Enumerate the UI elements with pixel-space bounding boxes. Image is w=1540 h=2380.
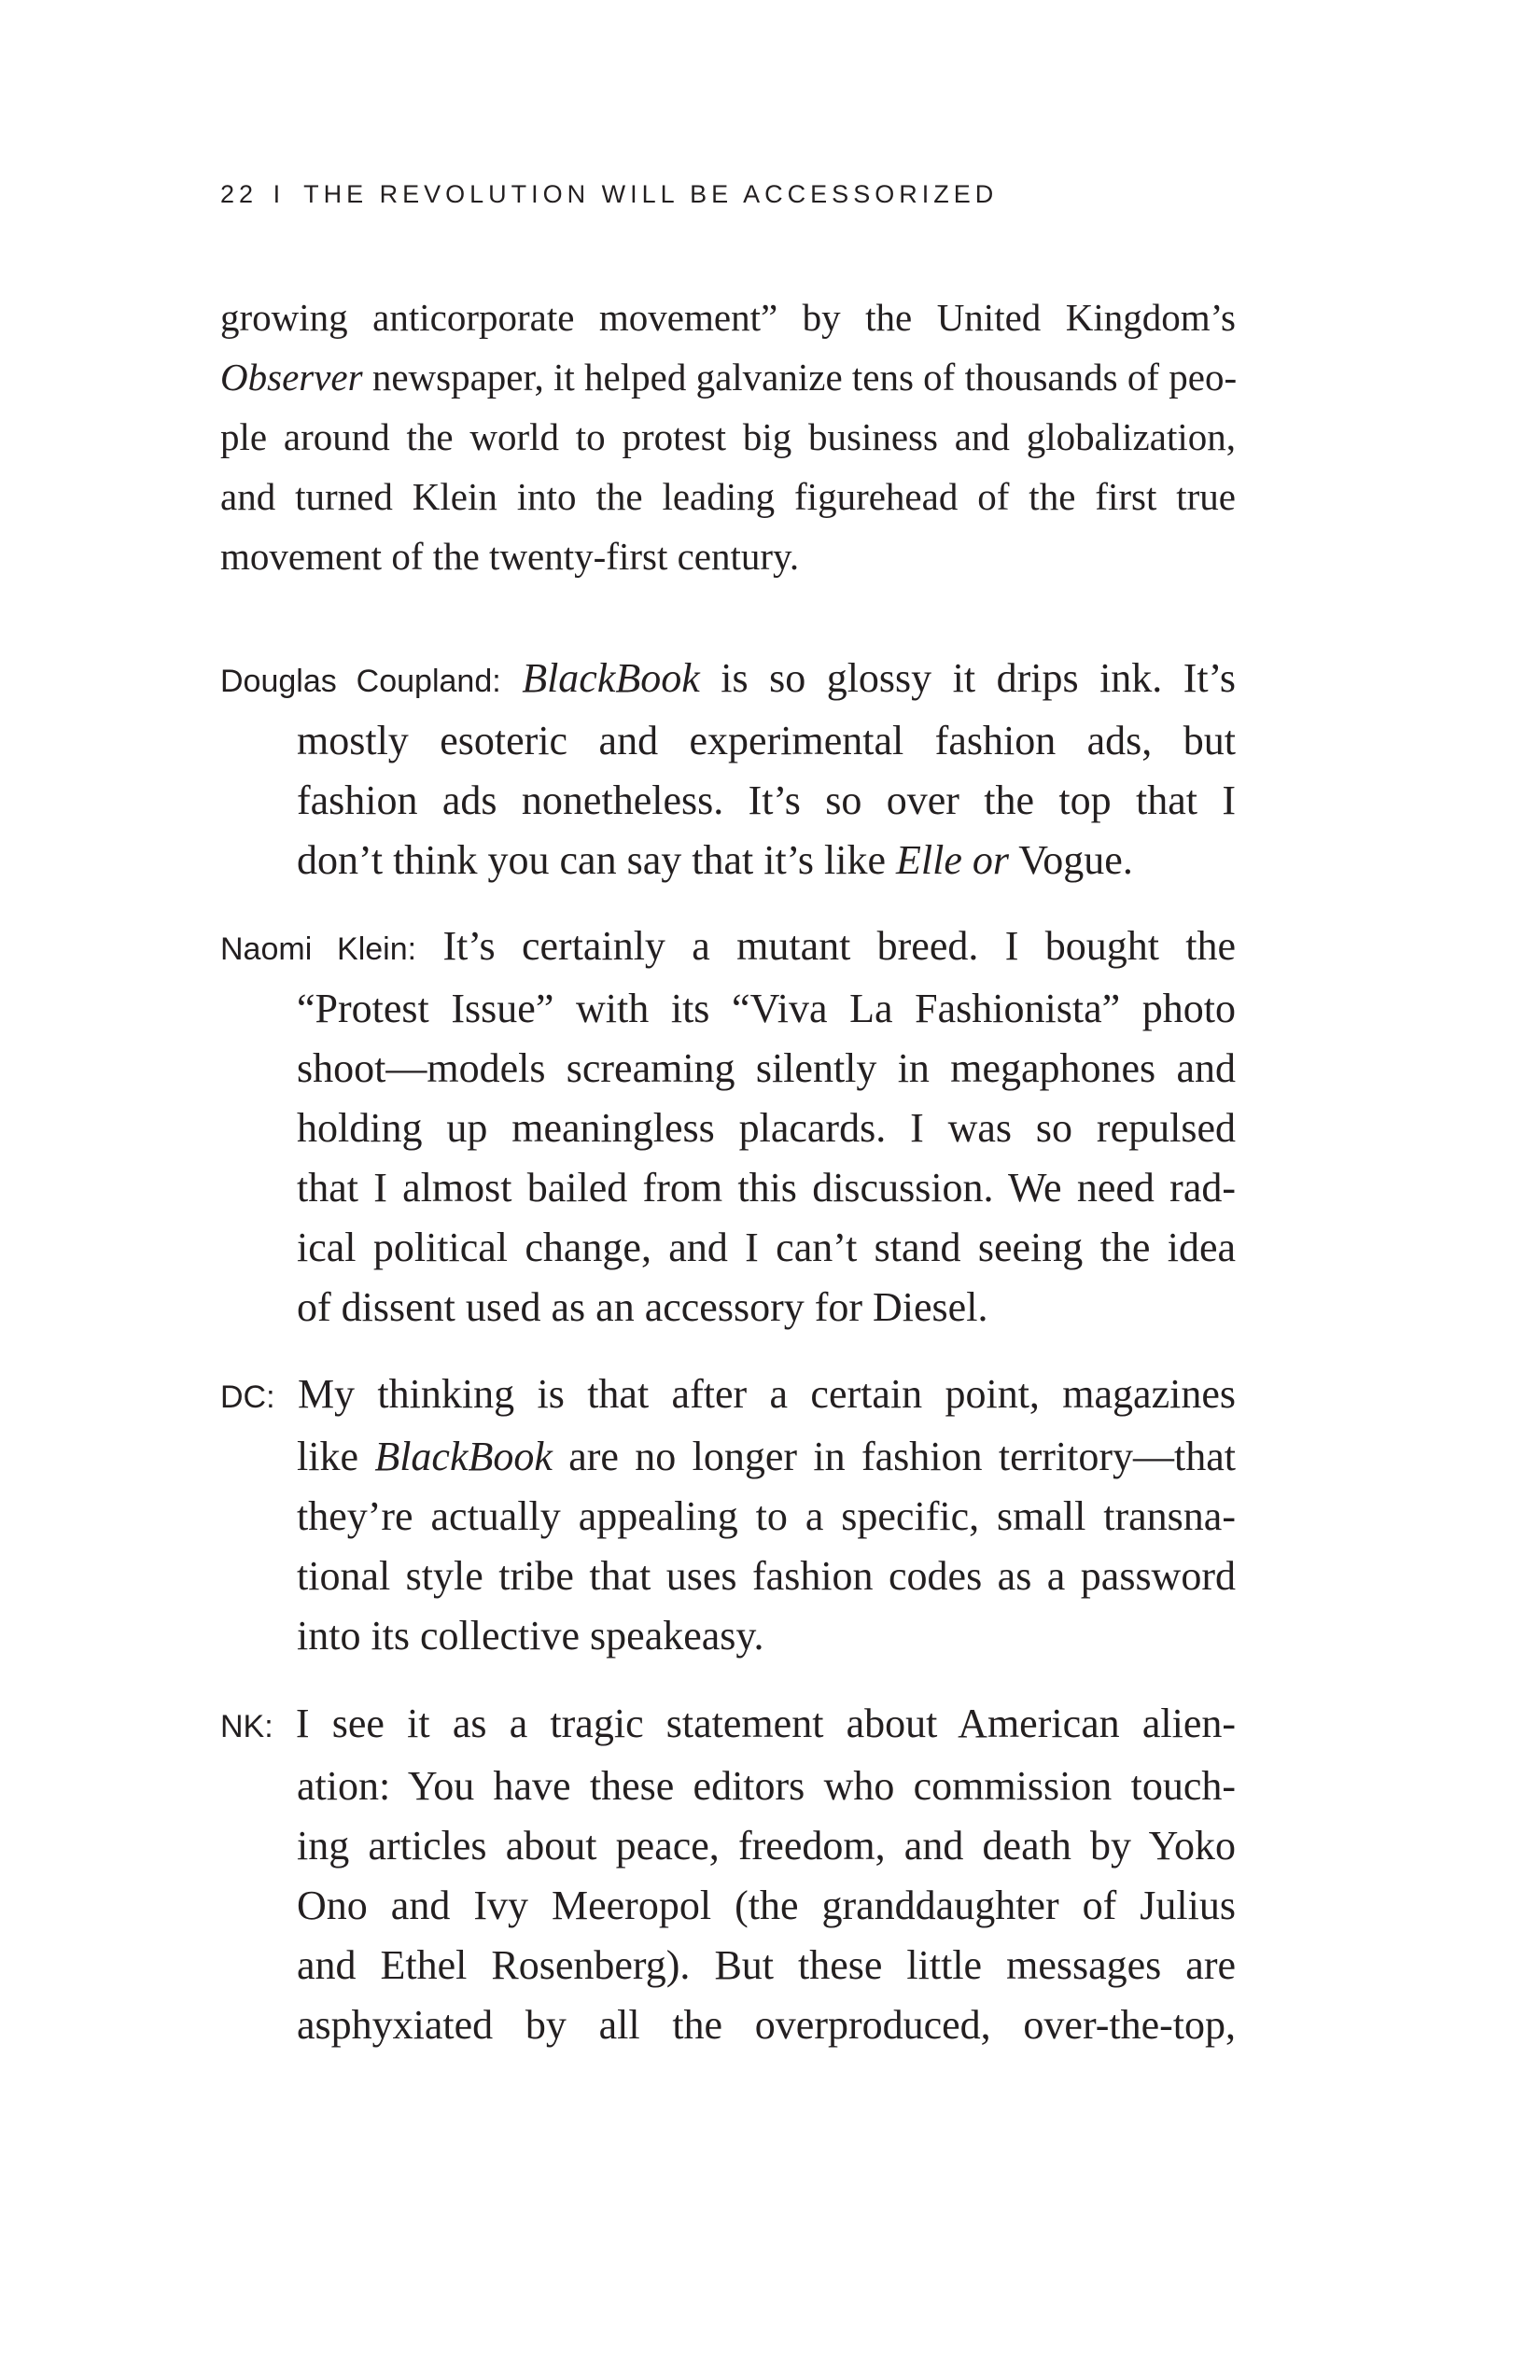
dialog-line: that I almost bailed from this discussion. We need rad- [297,1165,1236,1211]
intro-line: Observer newspaper, it helped galvanize tens of thousands of peo- [220,356,1238,399]
dialog-line: ation: You have these editors who commission touch- [297,1763,1236,1809]
dialog-exchange [220,917,1236,1337]
dialog-line: Ono and Ivy Meeropol (the granddaughter of Julius [297,1883,1236,1928]
speaker-label: Douglas Coupland: [220,664,501,699]
dialog-line: fashion ads nonetheless. It’s so over the top that I [297,777,1236,823]
intro-line: movement of the twenty-first century. [220,535,800,578]
dialog-line: shoot—models screaming silently in megaphones and [297,1045,1236,1091]
intro-line: growing anticorporate movement” by the United Kingdom’s [220,296,1236,339]
dialog-line: “Protest Issue” with its “Viva La Fashionista” photo [297,986,1236,1031]
dialog-line: they’re actually appealing to a specific, small transna- [297,1493,1236,1539]
dialog-exchange [220,1694,1236,2055]
dialog-line: asphyxiated by all the overproduced, over-the-top, [297,2002,1236,2048]
speaker-label: DC: [220,1379,275,1415]
dialog-line: Naomi Klein: It’s certainly a mutant breed. I bought the [220,923,1237,969]
dialog-exchange [220,649,1236,890]
dialog-line: and Ethel Rosenberg). But these little messages are [297,1942,1236,1988]
dialog-line: Douglas Coupland: BlackBook is so glossy it drips ink. It’s [220,655,1237,701]
dialog-line: tional style tribe that uses fashion codes as a password [297,1553,1236,1599]
dialog-line: ing articles about peace, freedom, and death by Yoko [297,1823,1236,1869]
dialog-line: holding up meaningless placards. I was so repulsed [297,1105,1236,1151]
intro-line: ple around the world to protest big business and globalization, [220,415,1236,458]
running-head [220,180,998,209]
page-number: 22 [220,180,259,208]
intro-line: and turned Klein into the leading figurehead of the first true [220,475,1236,518]
magazine-title: Elle or [896,837,1009,883]
header-separator: I [273,180,286,208]
book-title: THE REVOLUTION WILL BE ACCESSORIZED [303,180,999,208]
dialog-line: like BlackBook are no longer in fashion territory—that [297,1434,1236,1479]
magazine-title: BlackBook [374,1434,553,1479]
dialog-line: NK: I see it as a tragic statement about American alien- [220,1701,1237,1746]
magazine-title: BlackBook [522,655,700,701]
intro-paragraph [220,287,1236,586]
speaker-label: NK: [220,1709,273,1744]
dialog-line: into its collective speakeasy. [297,1613,764,1659]
dialog-line: don’t think you can say that it’s like Elle or Vogue. [297,837,1133,883]
dialog-line: mostly esoteric and experimental fashion ads, but [297,718,1236,763]
dialog-exchange [220,1365,1236,1666]
publication-title: Observer [220,356,363,399]
dialog-line: of dissent used as an accessory for Diesel. [297,1284,988,1330]
dialog-line: DC: My thinking is that after a certain point, magazines [220,1371,1236,1417]
speaker-label: Naomi Klein: [220,931,417,967]
dialog-line: ical political change, and I can’t stand seeing the idea [297,1225,1236,1270]
